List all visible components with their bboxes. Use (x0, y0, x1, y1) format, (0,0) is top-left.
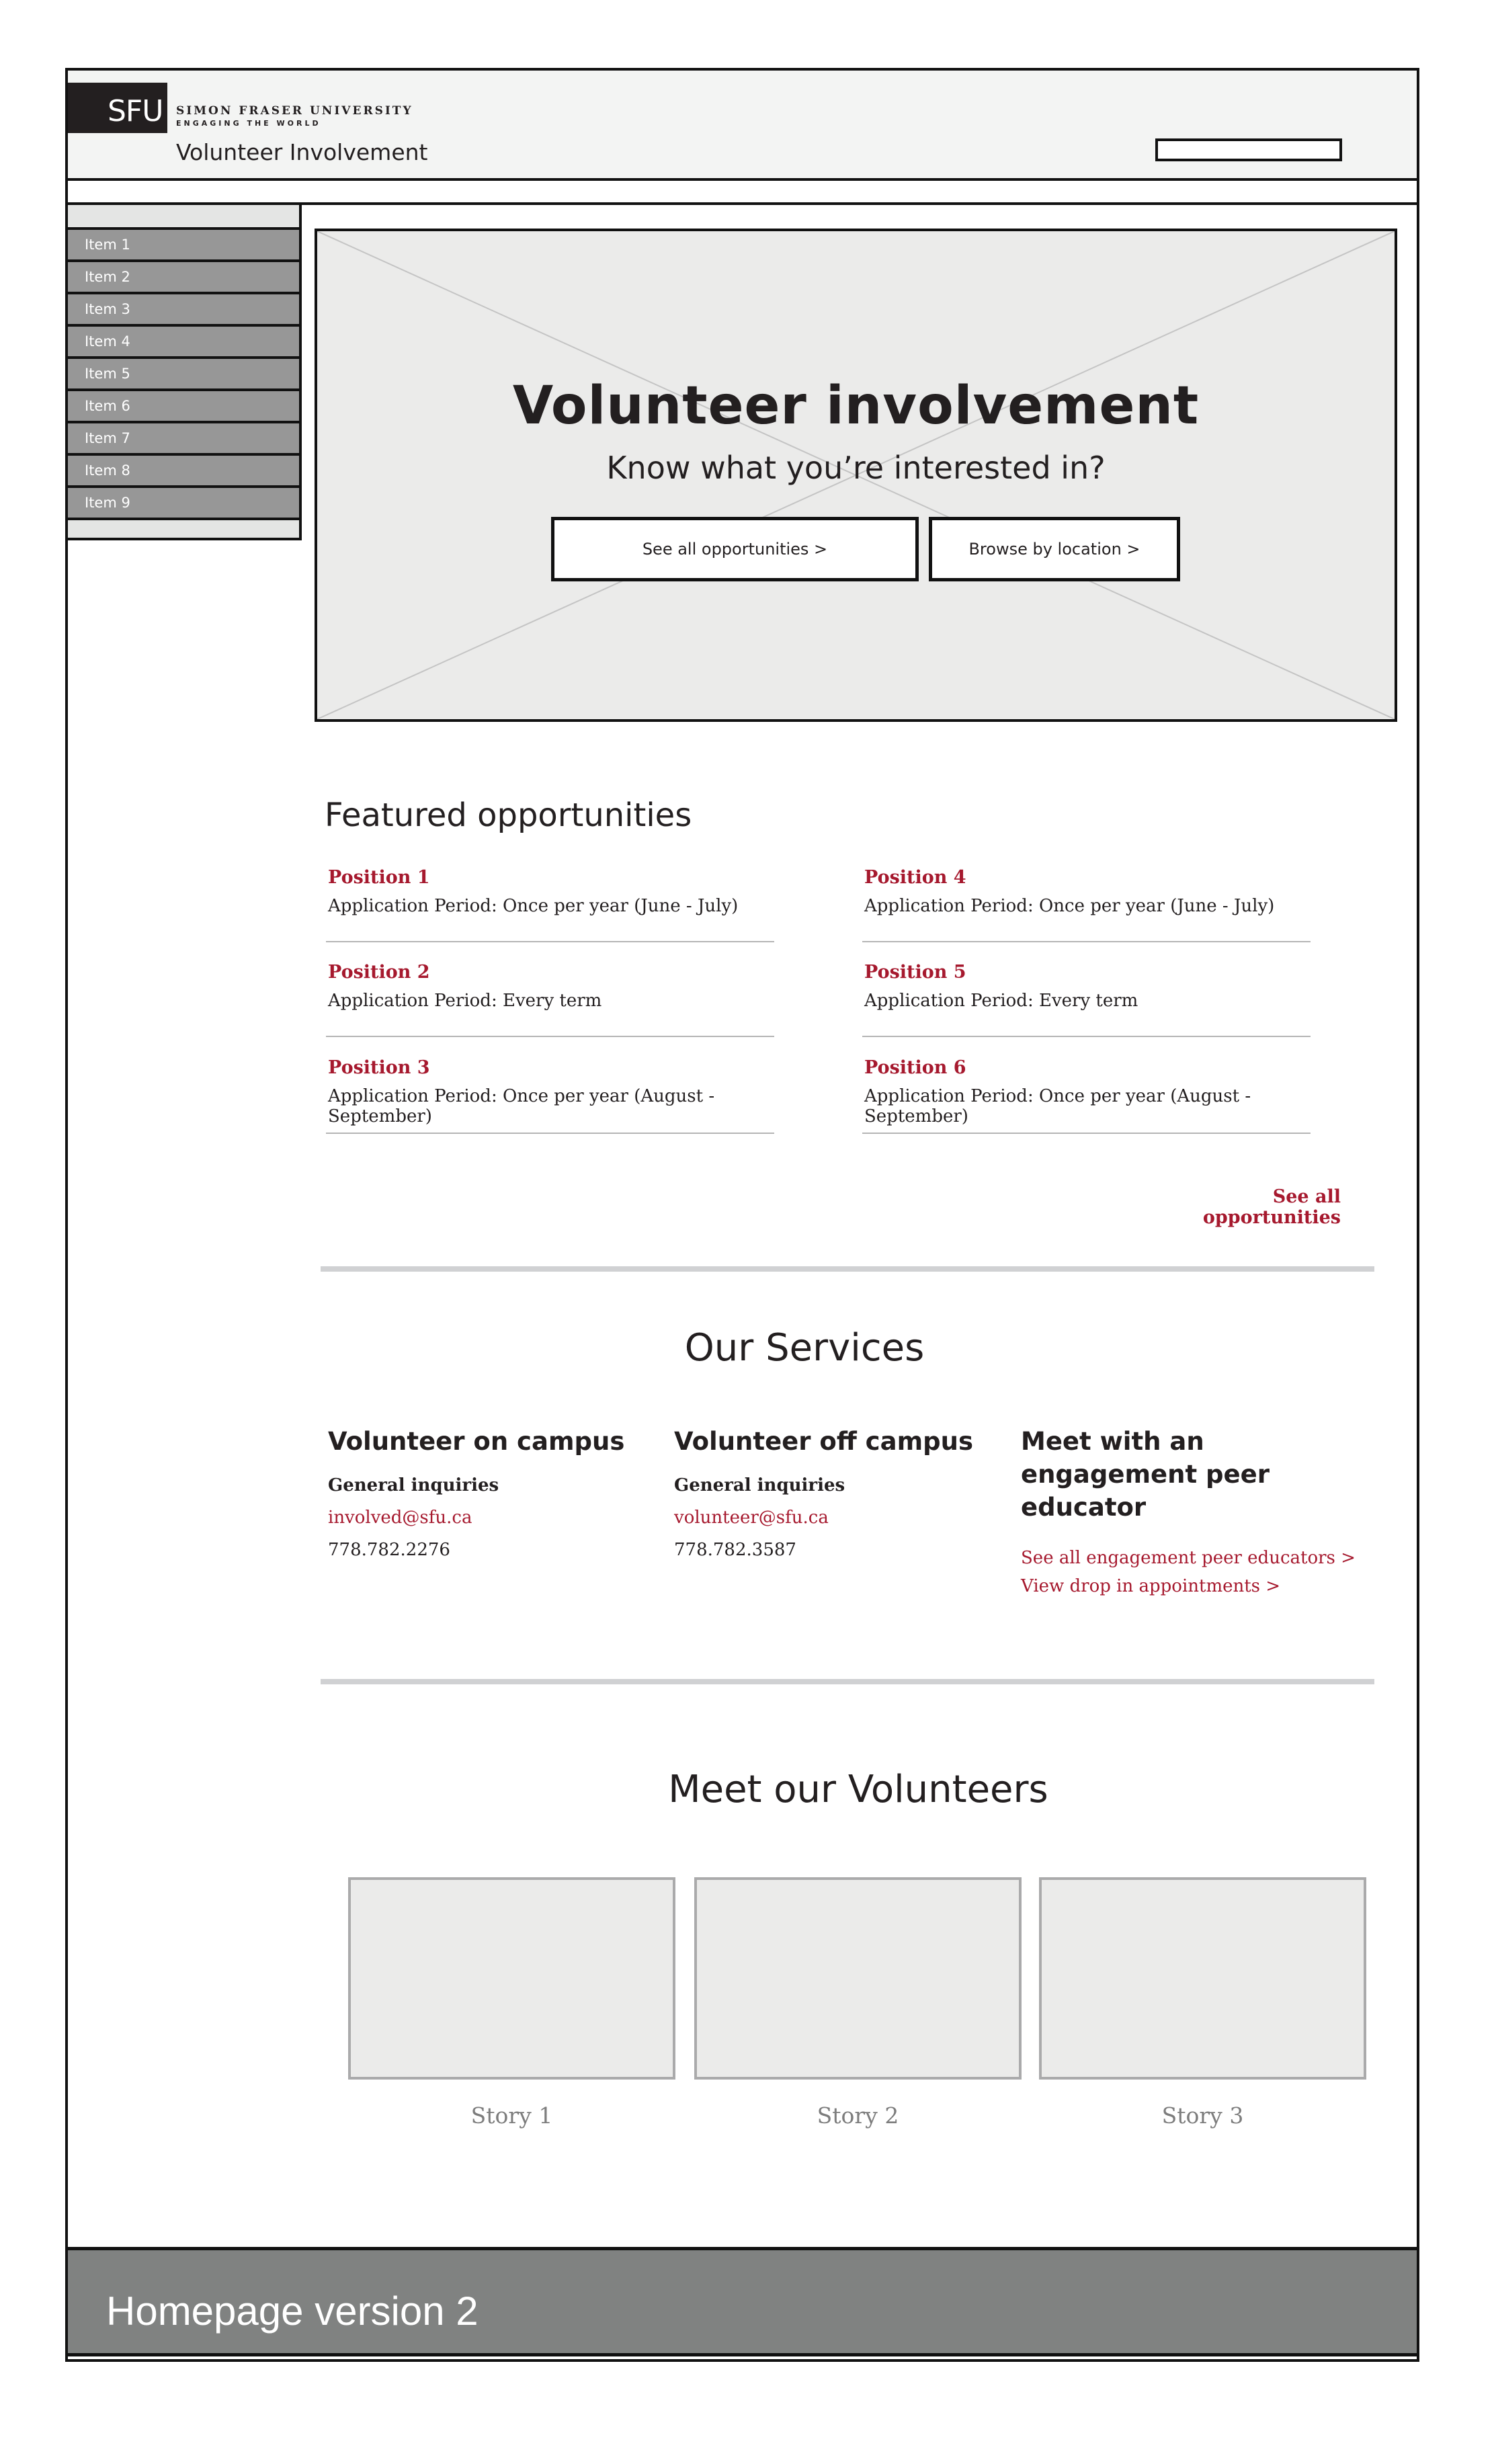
story-image-2[interactable] (694, 1877, 1022, 2080)
sidebar-item-3[interactable]: Item 3 (68, 292, 299, 324)
position-item[interactable] (864, 962, 1335, 1011)
story-image-3[interactable] (1039, 1877, 1366, 2080)
service-column-peer-educator (1021, 1425, 1370, 1596)
position-period: Application Period: Once per year (June - July) (864, 896, 1275, 916)
position-item[interactable] (328, 867, 798, 916)
position-title[interactable]: Position 3 (328, 1057, 430, 1078)
sidebar-item-7[interactable]: Item 7 (68, 421, 299, 453)
story-label-3[interactable]: Story 3 (1161, 2102, 1244, 2129)
peer-educators-link[interactable]: See all engagement peer educators > (1021, 1548, 1356, 1568)
story-label-1[interactable]: Story 1 (470, 2102, 553, 2129)
position-period: Application Period: Once per year (August - September) (328, 1086, 715, 1126)
inquiries-label: General inquiries (328, 1475, 499, 1495)
hero-banner (315, 229, 1397, 722)
position-period: Application Period: Every term (328, 991, 602, 1011)
position-period: Application Period: Once per year (June - July) (328, 896, 739, 916)
page-footer (68, 2247, 1417, 2356)
volunteers-title: Meet our Volunteers (668, 1768, 1048, 1811)
hero-title: Volunteer involvement (512, 376, 1200, 436)
sidebar-item-9[interactable]: Item 9 (68, 485, 299, 520)
section-divider (321, 1679, 1374, 1684)
position-period: Application Period: Every term (864, 991, 1138, 1011)
sidebar-item-1[interactable]: Item 1 (68, 227, 299, 259)
divider (862, 1133, 1311, 1134)
see-all-opportunities-link[interactable]: See all opportunities (1202, 1186, 1341, 1228)
position-title[interactable]: Position 2 (328, 962, 430, 983)
footer-label: Homepage version 2 (106, 2289, 479, 2334)
divider (862, 941, 1311, 942)
phone-number: 778.782.3587 (674, 1540, 796, 1560)
story-image-1[interactable] (348, 1877, 675, 2080)
university-name: SIMON FRASER UNIVERSITY (176, 104, 413, 118)
search-input[interactable] (1155, 138, 1342, 161)
divider (326, 1133, 774, 1134)
service-heading: Volunteer on campus (328, 1427, 625, 1456)
position-item[interactable] (328, 962, 798, 1011)
see-all-opportunities-button[interactable]: See all opportunities > (551, 517, 919, 581)
inquiries-label: General inquiries (674, 1475, 845, 1495)
position-item[interactable] (864, 867, 1335, 916)
email-link[interactable]: volunteer@sfu.ca (674, 1508, 829, 1528)
sidebar-item-6[interactable]: Item 6 (68, 388, 299, 421)
logo-mark: SFU (108, 94, 163, 128)
service-column-on-campus (328, 1425, 651, 1560)
service-column-off-campus (674, 1425, 997, 1560)
browse-by-location-button[interactable]: Browse by location > (929, 517, 1180, 581)
story-label-2[interactable]: Story 2 (817, 2102, 899, 2129)
position-title[interactable]: Position 1 (328, 867, 430, 888)
divider (862, 1036, 1311, 1037)
phone-number: 778.782.2276 (328, 1540, 450, 1560)
featured-opportunities-title: Featured opportunities (325, 796, 692, 834)
sidebar-item-4[interactable]: Item 4 (68, 324, 299, 356)
hero-subtitle: Know what you’re interested in? (606, 450, 1106, 486)
position-item[interactable] (864, 1057, 1335, 1126)
position-title[interactable]: Position 6 (864, 1057, 966, 1078)
sidebar-item-5[interactable]: Item 5 (68, 356, 299, 388)
position-title[interactable]: Position 4 (864, 867, 966, 888)
top-nav-bar (68, 181, 1417, 205)
position-title[interactable]: Position 5 (864, 962, 966, 983)
email-link[interactable]: involved@sfu.ca (328, 1508, 472, 1528)
section-divider (321, 1266, 1374, 1272)
drop-in-appointments-link[interactable]: View drop in appointments > (1021, 1576, 1281, 1596)
service-heading: Meet with an engagement peer educator (1021, 1427, 1270, 1522)
position-item[interactable] (328, 1057, 798, 1126)
divider (326, 941, 774, 942)
sidebar-item-8[interactable]: Item 8 (68, 453, 299, 485)
sidebar-nav (68, 205, 302, 540)
sidebar-item-2[interactable]: Item 2 (68, 259, 299, 292)
divider (326, 1036, 774, 1037)
university-tagline: ENGAGING THE WORLD (176, 119, 321, 128)
service-heading: Volunteer off campus (674, 1427, 973, 1456)
position-period: Application Period: Once per year (August - September) (864, 1086, 1251, 1126)
services-title: Our Services (684, 1326, 925, 1370)
site-title[interactable]: Volunteer Involvement (176, 139, 428, 165)
